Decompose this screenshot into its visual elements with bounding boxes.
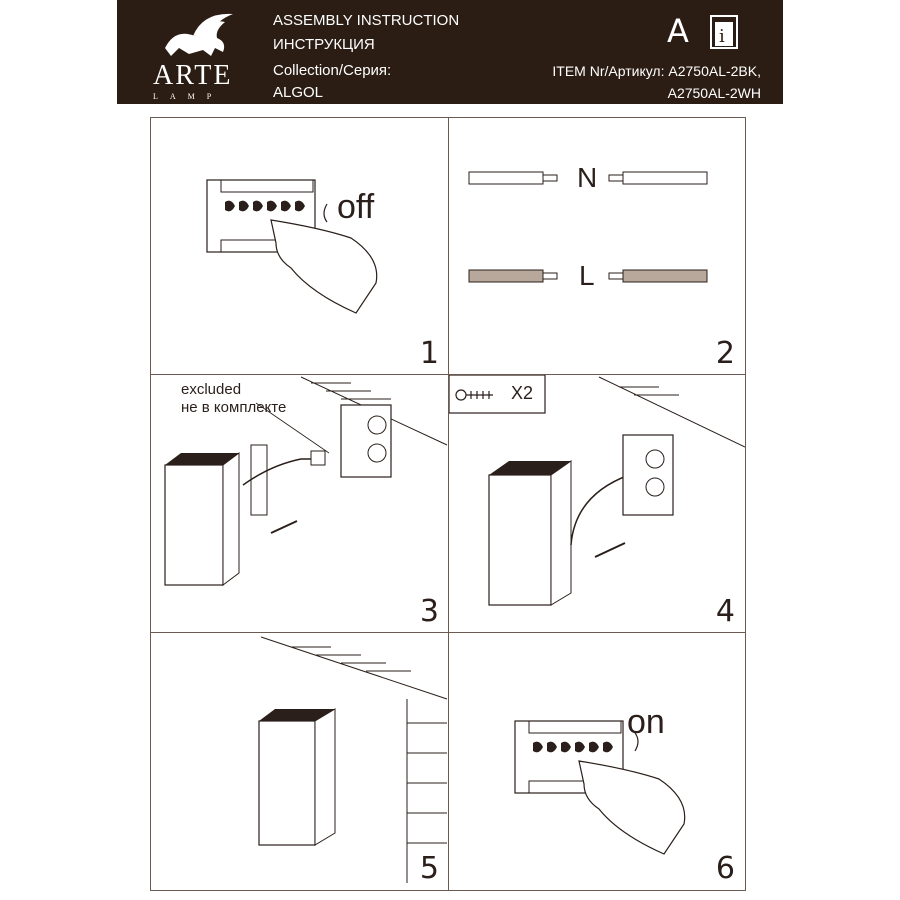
mounted-lamp-illustration	[151, 633, 449, 890]
off-label: off	[337, 188, 375, 226]
wire-legend-illustration	[449, 118, 745, 375]
step-panel-5	[150, 632, 450, 891]
step-number: 4	[715, 594, 735, 629]
item-number-2: A2750AL-2WH	[667, 85, 761, 101]
step-panel-4	[448, 374, 746, 634]
instruction-grid	[150, 117, 746, 891]
title-en: ASSEMBLY INSTRUCTION	[273, 12, 460, 29]
brand-name: ARTE	[153, 60, 233, 91]
class-badge: A	[667, 12, 689, 50]
breaker-on-illustration	[449, 633, 745, 890]
title-ru: ИНСТРУКЦИЯ	[273, 36, 375, 53]
step-number: 2	[715, 336, 735, 371]
live-label: L	[579, 260, 595, 291]
step-number: 6	[715, 851, 735, 886]
step-panel-2	[448, 117, 746, 376]
collection-label: Collection/Серия:	[273, 62, 392, 79]
step-panel-3	[150, 374, 450, 634]
brand-logo	[145, 8, 245, 100]
info-manual-icon	[707, 12, 747, 52]
griffin-logo-icon	[145, 8, 245, 63]
excluded-note-ru: не в комплекте	[181, 399, 287, 416]
header-banner	[117, 0, 783, 104]
svg-text:i: i	[719, 26, 725, 47]
mounting-illustration	[449, 375, 745, 633]
step-panel-1	[150, 117, 450, 376]
brand-subtitle: LAMP	[153, 92, 224, 101]
step-panel-6	[448, 632, 746, 891]
step-number: 5	[419, 851, 439, 886]
item-numbers: ITEM Nr/Артикул: A2750AL-2BK,	[552, 63, 761, 79]
collection-value: ALGOL	[273, 84, 324, 101]
breaker-off-illustration	[151, 118, 449, 375]
excluded-note-en: excluded	[181, 381, 242, 398]
neutral-label: N	[577, 162, 598, 193]
step-number: 1	[419, 336, 439, 371]
step-number: 3	[419, 594, 439, 629]
on-label: on	[627, 703, 665, 741]
screw-count: X2	[511, 383, 534, 403]
